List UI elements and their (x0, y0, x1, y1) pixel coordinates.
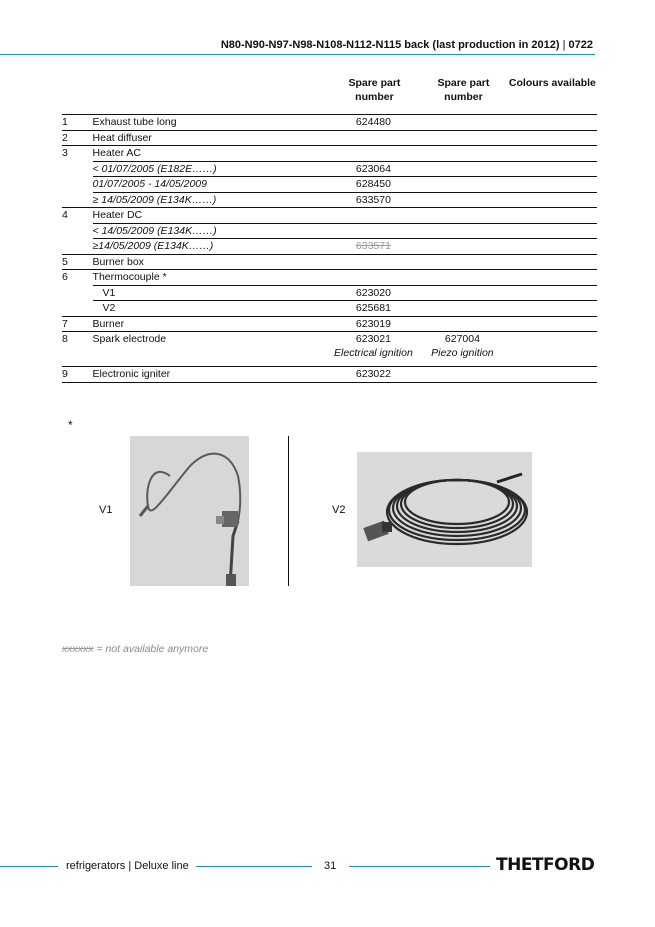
page-header-title: N80-N90-N97-N98-N108-N112-N115 back (last production in 2012) | 0722 (220, 39, 593, 51)
col-colours: Colours available (508, 77, 596, 89)
table-row (62, 130, 597, 146)
row-description (93, 161, 330, 177)
row-description-text: Burner box (92, 255, 144, 268)
row-spare-part-2 (419, 316, 508, 332)
v1-label: V1 (99, 504, 113, 516)
col-spare-part-1: Spare part number (348, 77, 401, 103)
row-colours (508, 208, 597, 224)
row-description-text: Heater AC (92, 147, 141, 159)
row-spare-part-1 (330, 285, 419, 301)
col-spare-part-2: Spare part number (437, 77, 490, 103)
row-spare-part-1 (330, 146, 419, 162)
footer-rule-left (0, 866, 58, 867)
legend-not-available (62, 643, 208, 655)
row-spare-part-1 (330, 208, 419, 224)
row-spare-part-1 (330, 270, 419, 286)
row-description-text: V2 (102, 302, 116, 314)
page-number: 31 (324, 860, 337, 872)
row-colours (508, 192, 597, 208)
row-number-text: 4 (62, 209, 68, 221)
row-description-text: Electronic igniter (92, 368, 171, 380)
row-colours (508, 115, 597, 131)
row-description (93, 285, 330, 301)
row-spare-part-1 (330, 254, 419, 270)
row-description-text: Exhaust tube long (92, 116, 177, 128)
row-description (93, 130, 330, 146)
row-colours (508, 316, 597, 332)
row-colours (508, 177, 597, 193)
row-number-text: 9 (62, 368, 68, 380)
table-row (62, 316, 597, 332)
row-spare-part-2 (419, 146, 508, 162)
row-description (93, 270, 330, 286)
row-colours (508, 161, 597, 177)
thermocouple-v1-photo (130, 436, 249, 586)
row-number (62, 301, 93, 317)
row-number-text: 2 (62, 131, 68, 144)
photo-divider (288, 436, 289, 586)
row-description-text: V1 (102, 286, 116, 299)
row-number-text: 6 (62, 271, 68, 283)
footer-section: refrigerators | Deluxe line (66, 860, 189, 872)
row-number-text: 3 (62, 147, 68, 159)
row-spare-part-1-text: 625681 (355, 302, 391, 314)
row-number (62, 254, 93, 270)
row-spare-part-1 (330, 301, 419, 317)
row-colours (508, 285, 597, 301)
row-spare-part-2 (419, 285, 508, 301)
row-colours (508, 130, 597, 146)
ignition-type-piezo: Piezo ignition (431, 347, 494, 359)
table-row (62, 285, 597, 301)
row-spare-part-1-text: 633571 (355, 240, 391, 252)
row-spare-part-1 (330, 367, 419, 383)
row-description-text: 01/07/2005 - 14/05/2009 (92, 178, 207, 190)
row-spare-part-2 (419, 115, 508, 131)
row-number-text: 8 (62, 333, 68, 345)
row-number (62, 146, 93, 162)
footnote-asterisk: * (68, 418, 73, 432)
row-description (93, 115, 330, 131)
row-spare-part-1 (330, 239, 419, 255)
row-spare-part-2 (419, 239, 508, 255)
row-description-text: ≥14/05/2009 (E134K……) (92, 240, 214, 252)
row-description-text: Thermocouple * (92, 271, 167, 283)
row-number (62, 332, 93, 367)
row-number (62, 177, 93, 193)
row-spare-part-2 (419, 177, 508, 193)
header-models: N80-N90-N97-N98-N108-N112-N115 back (last production in 2012) (220, 39, 560, 51)
row-spare-part-1 (330, 192, 419, 208)
table-row (62, 270, 597, 286)
row-number-text: 7 (62, 317, 68, 330)
table-body (62, 115, 597, 383)
table-row (62, 223, 597, 239)
row-number-text: 1 (62, 116, 68, 128)
row-spare-part-2 (419, 161, 508, 177)
row-description (93, 239, 330, 255)
row-description (93, 146, 330, 162)
row-description-text: Heat diffuser (92, 131, 152, 144)
row-number (62, 316, 93, 332)
table-row (62, 367, 597, 383)
row-colours (508, 223, 597, 239)
row-description (93, 316, 330, 332)
row-description (93, 208, 330, 224)
row-spare-part-2 (419, 208, 508, 224)
row-spare-part-2 (419, 192, 508, 208)
row-spare-part-1-text: 633570 (355, 193, 391, 206)
row-spare-part-1 (330, 332, 419, 367)
header-rule (0, 54, 595, 55)
table-row (62, 332, 597, 367)
row-description (93, 177, 330, 193)
row-spare-part-2 (419, 270, 508, 286)
footer-rule-mid (196, 866, 312, 867)
row-spare-part-2 (419, 130, 508, 146)
row-colours (508, 254, 597, 270)
row-number-text: 5 (62, 255, 68, 268)
row-spare-part-1 (330, 130, 419, 146)
row-spare-part-1 (330, 161, 419, 177)
row-description (93, 254, 330, 270)
row-description (93, 332, 330, 367)
table-row (62, 115, 597, 131)
row-spare-part-1-text: 623020 (355, 286, 391, 299)
row-description (93, 367, 330, 383)
row-spare-part-2-text: 627004 (444, 333, 480, 345)
table-row (62, 254, 597, 270)
row-description (93, 301, 330, 317)
table-row (62, 301, 597, 317)
row-spare-part-1-text: 623022 (355, 368, 391, 380)
row-description-text: < 01/07/2005 (E182E……) (92, 162, 217, 175)
table-row (62, 192, 597, 208)
row-number (62, 115, 93, 131)
row-colours (508, 367, 597, 383)
row-colours (508, 239, 597, 255)
row-spare-part-2 (419, 301, 508, 317)
spare-parts-table (62, 76, 597, 383)
table-row (62, 239, 597, 255)
row-spare-part-1-text: 623019 (355, 317, 391, 330)
table-row (62, 177, 597, 193)
row-spare-part-1 (330, 115, 419, 131)
row-colours (508, 146, 597, 162)
v2-label: V2 (332, 504, 346, 516)
row-description-text: Heater DC (92, 209, 143, 221)
ignition-type-electrical: Electrical ignition (334, 347, 413, 359)
table-row (62, 146, 597, 162)
row-number (62, 208, 93, 224)
thermocouple-v2-photo (357, 452, 532, 567)
table-row (62, 161, 597, 177)
row-number (62, 367, 93, 383)
legend-text: = not available anymore (93, 643, 209, 655)
row-spare-part-1-text: 624480 (355, 116, 391, 128)
row-spare-part-1-text: 623064 (355, 162, 391, 175)
row-spare-part-1 (330, 223, 419, 239)
row-colours (508, 332, 597, 367)
row-spare-part-1 (330, 177, 419, 193)
legend-code: xxxxxx (62, 643, 94, 655)
row-number (62, 192, 93, 208)
row-spare-part-2 (419, 223, 508, 239)
header-code: 0722 (568, 39, 593, 51)
row-description (93, 223, 330, 239)
row-description (93, 192, 330, 208)
row-description-text: Burner (92, 317, 125, 330)
row-spare-part-1-text: 623021 (355, 333, 391, 345)
thetford-logo: THETFORD (496, 855, 595, 875)
row-spare-part-1 (330, 316, 419, 332)
row-spare-part-1-text: 628450 (355, 178, 391, 190)
table-header-row (62, 76, 597, 115)
footer-rule-right (349, 866, 490, 867)
row-number (62, 239, 93, 255)
row-description-text: < 14/05/2009 (E134K……) (92, 224, 217, 237)
row-spare-part-2 (419, 332, 508, 367)
row-number (62, 285, 93, 301)
row-colours (508, 270, 597, 286)
row-colours (508, 301, 597, 317)
row-number (62, 223, 93, 239)
row-spare-part-2 (419, 254, 508, 270)
row-description-text: ≥ 14/05/2009 (E134K……) (92, 193, 217, 206)
table-row (62, 208, 597, 224)
row-number (62, 270, 93, 286)
row-number (62, 161, 93, 177)
row-description-text: Spark electrode (92, 333, 167, 345)
row-number (62, 130, 93, 146)
row-spare-part-2 (419, 367, 508, 383)
